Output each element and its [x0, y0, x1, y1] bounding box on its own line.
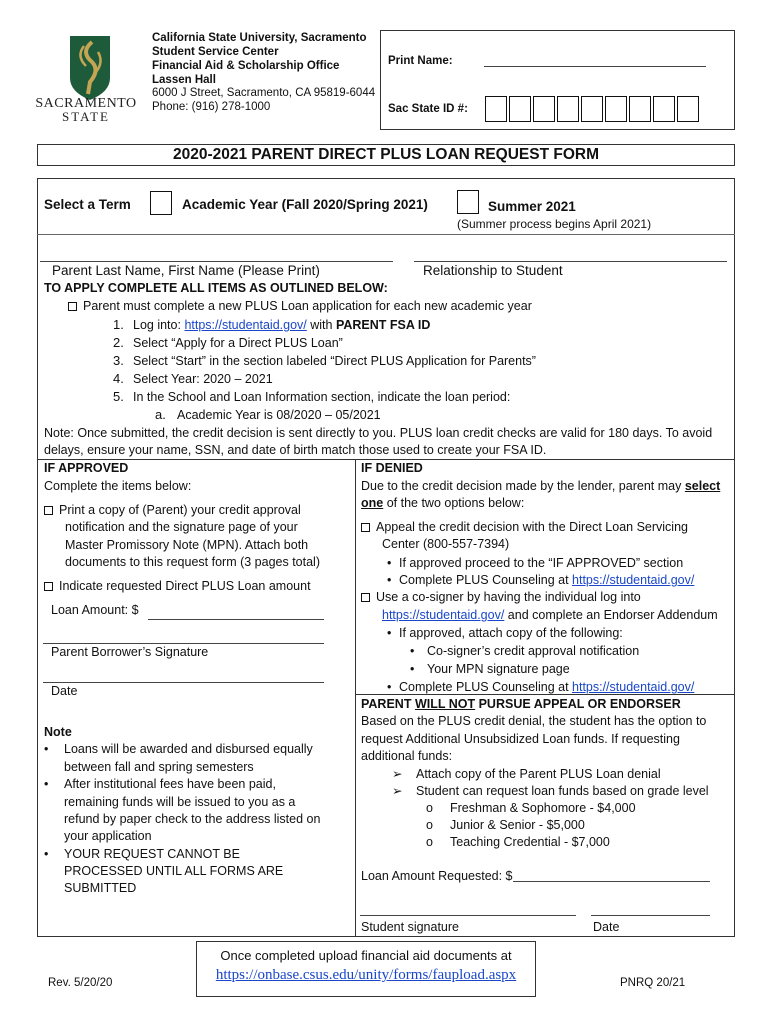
form-code: PNRQ 20/21 — [620, 977, 686, 989]
step-5: 5. In the School and Loan Information section, indicate the loan period: — [113, 389, 511, 404]
note-item-3-cont: PROCESSED UNTIL ALL FORMS ARE — [64, 864, 284, 878]
parent-name-field[interactable] — [40, 261, 393, 262]
address-line: Phone: (916) 278-1000 — [152, 101, 271, 113]
select-term-label: Select a Term — [44, 197, 131, 212]
student-date-label: Date — [593, 920, 620, 934]
grade-item: o Junior & Senior - $5,000 — [426, 818, 585, 832]
studentaid-link[interactable]: https://studentaid.gov/ — [382, 608, 505, 622]
sac-state-id-label: Sac State ID #: — [388, 103, 468, 115]
approved-item-1-cont: documents to this request form (3 pages total) — [65, 555, 320, 569]
step-2: 2. Select “Apply for a Direct PLUS Loan” — [113, 335, 343, 350]
cosigner-sub-2: • Your MPN signature page — [410, 662, 570, 676]
checkbox-icon — [44, 582, 53, 591]
checkbox-icon — [361, 523, 370, 532]
note-item-2: • After institutional fees have been paid, — [44, 777, 276, 791]
arrow-icon: ➢ — [392, 767, 403, 781]
loan-requested-label: Loan Amount Requested: $ — [361, 869, 513, 883]
note-item-1-cont: between fall and spring semesters — [64, 760, 254, 774]
arrow-icon: ➢ — [392, 784, 403, 798]
approved-heading: IF APPROVED — [44, 461, 129, 475]
denied-heading: IF DENIED — [361, 461, 423, 475]
revision-label: Rev. 5/20/20 — [48, 977, 113, 989]
print-name-field[interactable] — [484, 66, 706, 67]
cosigner-option: Use a co-signer by having the individual log into — [361, 590, 641, 604]
checkbox-icon — [68, 302, 77, 311]
checkbox-icon — [44, 506, 53, 515]
loan-amount-field[interactable] — [148, 619, 324, 620]
parent-date-field[interactable] — [43, 682, 324, 683]
relationship-label: Relationship to Student — [423, 263, 563, 278]
cosigner-option-cont: https://studentaid.gov/ and complete an Endorser Addendum — [382, 608, 718, 622]
no-appeal-text: Based on the PLUS credit denial, the student has the option to — [361, 714, 707, 728]
student-signature-field[interactable] — [360, 915, 576, 916]
note-item-3-cont: SUBMITTED — [64, 881, 137, 895]
no-appeal-text: additional funds: — [361, 749, 453, 763]
approved-item-1: Print a copy of (Parent) your credit approval — [44, 503, 301, 517]
step-4: 4. Select Year: 2020 – 2021 — [113, 371, 273, 386]
grade-item: o Freshman & Sophomore - $4,000 — [426, 801, 636, 815]
appeal-option-cont: Center (800-557-7394) — [382, 537, 510, 551]
academic-year-label: Academic Year (Fall 2020/Spring 2021) — [182, 197, 428, 212]
arrow-item-1: ➢ Attach copy of the Parent PLUS Loan denial — [392, 767, 661, 781]
no-appeal-heading: PARENT WILL NOT PURSUE APPEAL OR ENDORSER — [361, 697, 681, 711]
instructions-heading: TO APPLY COMPLETE ALL ITEMS AS OUTLINED BELOW: — [44, 281, 388, 295]
parent-date-label: Date — [51, 684, 78, 698]
arrow-item-2: ➢ Student can request loan funds based on grade level — [392, 784, 709, 798]
loan-requested-field[interactable] — [513, 881, 710, 882]
summer-note: (Summer process begins April 2021) — [457, 217, 652, 231]
note-item-1: • Loans will be awarded and disbursed equally — [44, 742, 313, 756]
note-item-2-cont: remaining funds will be issued to you as a — [64, 795, 296, 809]
cosigner-sub-1: • Co-signer’s credit approval notification — [410, 644, 640, 658]
columns-top-divider — [37, 459, 735, 460]
upload-text: Once completed upload financial aid documents at — [220, 948, 512, 963]
instructions-note: delays, ensure your name, SSN, and date of birth match those used to create your FSA ID. — [44, 443, 547, 457]
approved-item-2: Indicate requested Direct PLUS Loan amount — [44, 579, 311, 593]
no-appeal-text: request Additional Unsubsidized Loan funds. If requesting — [361, 732, 680, 746]
step-5a: a. Academic Year is 08/2020 – 05/2021 — [155, 407, 381, 422]
address-line: Financial Aid & Scholarship Office — [152, 60, 340, 72]
relationship-field[interactable] — [414, 261, 727, 262]
no-appeal-divider — [355, 694, 735, 695]
cosigner-bullet-2: • Complete PLUS Counseling at https://studentaid.gov/ — [387, 680, 695, 694]
instruction-check-item: Parent must complete a new PLUS Loan application for each new academic year — [68, 299, 532, 313]
upload-link[interactable]: https://onbase.csus.edu/unity/forms/faupload.aspx — [215, 967, 517, 983]
note-item-2-cont: refund by paper check to the address listed on — [64, 812, 321, 826]
appeal-bullet-1: • If approved proceed to the “IF APPROVED” section — [387, 556, 684, 570]
student-signature-label: Student signature — [361, 920, 459, 934]
address-line: 6000 J Street, Sacramento, CA 95819-6044 — [152, 87, 376, 99]
studentaid-link[interactable]: https://studentaid.gov/ — [572, 680, 695, 694]
student-date-field[interactable] — [591, 915, 710, 916]
academic-year-checkbox[interactable] — [150, 191, 172, 215]
cosigner-bullet-1: • If approved, attach copy of the following: — [387, 626, 623, 640]
instructions-note: Note: Once submitted, the credit decision is sent directly to you. PLUS loan credit checks are valid for 180 days. To avoid — [44, 426, 713, 440]
parent-signature-label: Parent Borrower’s Signature — [51, 645, 209, 659]
appeal-option: Appeal the credit decision with the Direct Loan Servicing — [361, 520, 688, 534]
approved-item-1-cont: Master Promissory Note (MPN). Attach both — [65, 538, 309, 552]
denied-intro-cont: one of the two options below: — [361, 496, 525, 510]
print-name-label: Print Name: — [388, 55, 453, 67]
address-line: California State University, Sacramento — [152, 32, 367, 44]
form-title: 2020-2021 PARENT DIRECT PLUS LOAN REQUEST FORM — [37, 144, 735, 166]
note-item-2-cont: your application — [64, 829, 152, 843]
address-line: Student Service Center — [152, 46, 279, 58]
studentaid-link[interactable]: https://studentaid.gov/ — [572, 573, 695, 587]
loan-amount-label: Loan Amount: $ — [51, 603, 139, 617]
logo-word-sacramento: SACRAMENTO — [35, 96, 137, 111]
parent-name-label: Parent Last Name, First Name (Please Print) — [52, 263, 320, 278]
studentaid-link[interactable]: https://studentaid.gov/ — [184, 318, 307, 332]
logo-word-state: STATE — [62, 109, 110, 124]
columns-divider — [355, 459, 356, 937]
summer-label: Summer 2021 — [488, 199, 576, 214]
parent-signature-field[interactable] — [43, 643, 324, 644]
approved-intro: Complete the items below: — [44, 479, 192, 493]
address-line: Lassen Hall — [152, 74, 216, 86]
approved-note-heading: Note — [44, 725, 72, 739]
grade-item: o Teaching Credential - $7,000 — [426, 835, 610, 849]
term-divider — [37, 234, 735, 235]
step-3: 3. Select “Start” in the section labeled “Direct PLUS Application for Parents” — [113, 353, 536, 368]
summer-checkbox[interactable] — [457, 190, 479, 214]
denied-intro: Due to the credit decision made by the lender, parent may select — [361, 479, 721, 493]
appeal-bullet-2: • Complete PLUS Counseling at https://studentaid.gov/ — [387, 573, 695, 587]
checkbox-icon — [361, 593, 370, 602]
step-1: 1. Log into: https://studentaid.gov/ with PARENT FSA ID — [113, 317, 431, 332]
approved-item-1-cont: notification and the signature page of your — [65, 520, 298, 534]
note-item-3: • YOUR REQUEST CANNOT BE — [44, 847, 240, 861]
